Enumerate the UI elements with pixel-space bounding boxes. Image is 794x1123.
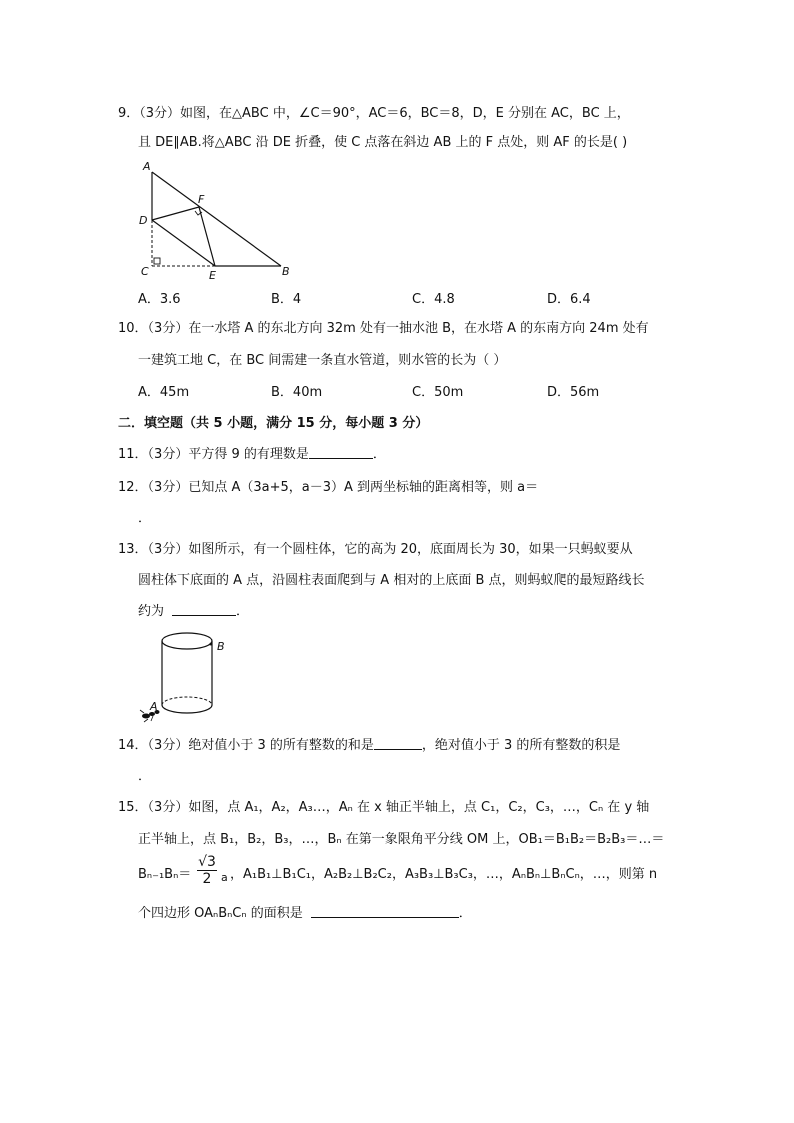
q9-text-line2: 且 DE∥AB.将△ABC 沿 DE 折叠，使 C 点落在斜边 AB 上的 F 点处，则 AF 的长是( )	[138, 135, 628, 150]
q10-option-b-value: 40m	[292, 385, 323, 400]
q9-option-d-letter: D．	[547, 292, 571, 307]
q15-text-line1: 15．（3分）如图，点 A₁，A₂，A₃…，Aₙ 在 x 轴正半轴上，点 C₁，C₂，C₃，…，Cₙ 在 y 轴	[118, 800, 650, 815]
q9-label-d: D	[139, 214, 148, 227]
q9-option-a-value: 3.6	[159, 292, 181, 307]
q13-answer-blank[interactable]	[172, 603, 236, 616]
q15-line4	[138, 905, 472, 923]
q14-line1	[118, 737, 620, 755]
q9-option-b-value: 4	[292, 292, 302, 307]
q9-triangle-figure	[135, 158, 300, 282]
q9-option-c-value: 4.8	[434, 292, 455, 307]
q15-fraction	[196, 854, 218, 887]
q9-option-c-letter: C．	[412, 292, 435, 307]
q15-fraction-denominator: 2	[202, 871, 212, 887]
q11-answer-blank[interactable]	[309, 446, 373, 459]
q10-option-c-letter: C．	[412, 385, 435, 400]
q9-option-c	[412, 291, 455, 309]
q15-text-line3-end: ，A₁B₁⊥B₁C₁，A₂B₂⊥B₂C₂，A₃B₃⊥B₃C₃，…，AₙBₙ⊥BₙCₙ，…，则第 n	[230, 867, 658, 882]
q9-option-a-letter: A．	[138, 292, 160, 307]
q9-label-e: E	[209, 269, 216, 282]
q9-option-b-letter: B．	[271, 292, 293, 307]
q10-text-line1: 10．（3分）在一水塔 A 的东北方向 32m 处有一抽水池 B，在水塔 A 的东南方向 24m 处有	[118, 321, 649, 336]
q13-line3	[138, 603, 249, 621]
q9-label-a: A	[143, 160, 151, 173]
q13-text-line1: 13．（3分）如图所示，有一个圆柱体，它的高为 20，底面周长为 30，如果一只蚂蚁要从	[118, 542, 633, 557]
q10-option-a-value: 45m	[159, 385, 190, 400]
section2-heading: 二．填空题（共 5 小题，满分 15 分，每小题 3 分）	[118, 416, 429, 431]
q10-option-b	[271, 384, 322, 402]
q9-label-b: B	[282, 265, 290, 278]
q13-text-line2: 圆柱体下底面的 A 点，沿圆柱表面爬到与 A 相对的上底面 B 点，则蚂蚁爬的最短路线长	[138, 573, 645, 588]
q14-text-line1: 14．（3分）绝对值小于 3 的所有整数的和是	[118, 738, 374, 753]
q11-text: 11．（3分）平方得 9 的有理数是	[118, 447, 309, 462]
q10-option-a	[138, 384, 189, 402]
q13-end: ．	[236, 604, 250, 619]
q13-label-b: B	[217, 640, 225, 653]
q9-text-line1: 9．（3分）如图，在△ABC 中，∠C＝90°，AC＝6，BC＝8，D，E 分别在 AC，BC 上，	[118, 106, 630, 121]
q9-label-c: C	[141, 265, 149, 278]
q10-option-c	[412, 384, 463, 402]
q15-end: ．	[458, 906, 472, 921]
q9-option-d	[547, 291, 591, 309]
q12-text-line1: 12．（3分）已知点 A（3a+5，a－3）A 到两坐标轴的距离相等，则 a＝	[118, 480, 539, 495]
q13-text-line3: 约为	[138, 604, 165, 619]
q9-option-d-value: 6.4	[570, 292, 591, 307]
q10-text-line2: 一建筑工地 C，在 BC 间需建一条直水管道，则水管的长为（ ）	[138, 353, 507, 368]
q15-text-line3-start: Bₙ₋₁Bₙ＝	[138, 867, 192, 882]
q9-label-f: F	[198, 193, 205, 206]
q9-option-b	[271, 291, 301, 309]
q15-answer-blank[interactable]	[311, 905, 459, 918]
q14-sum-blank[interactable]	[374, 737, 422, 750]
q13-label-a: A	[150, 700, 158, 713]
q10-option-a-letter: A．	[138, 385, 160, 400]
q9-option-a	[138, 291, 181, 309]
q15-text-line3-a: a	[221, 871, 228, 884]
q10-option-d-letter: D．	[547, 385, 571, 400]
q15-fraction-numerator: √3	[198, 854, 216, 870]
q11-line	[118, 446, 386, 464]
q12-text-line2: ．	[138, 511, 152, 526]
q13-cylinder-figure	[134, 630, 234, 724]
q14-text-line1b: ，绝对值小于 3 的所有整数的积是	[421, 738, 621, 753]
q15-text-line2: 正半轴上，点 B₁，B₂，B₃，…，Bₙ 在第一象限角平分线 OM 上，OB₁＝B₁B₂＝B₂B₃＝…＝	[138, 832, 665, 847]
q10-option-d	[547, 384, 599, 402]
q10-option-d-value: 56m	[570, 385, 600, 400]
q15-text-line4: 个四边形 OAₙBₙCₙ 的面积是	[138, 906, 303, 921]
q10-option-c-value: 50m	[434, 385, 464, 400]
q14-text-line2: ．	[138, 769, 152, 784]
q10-option-b-letter: B．	[271, 385, 293, 400]
q11-end: ．	[372, 447, 386, 462]
